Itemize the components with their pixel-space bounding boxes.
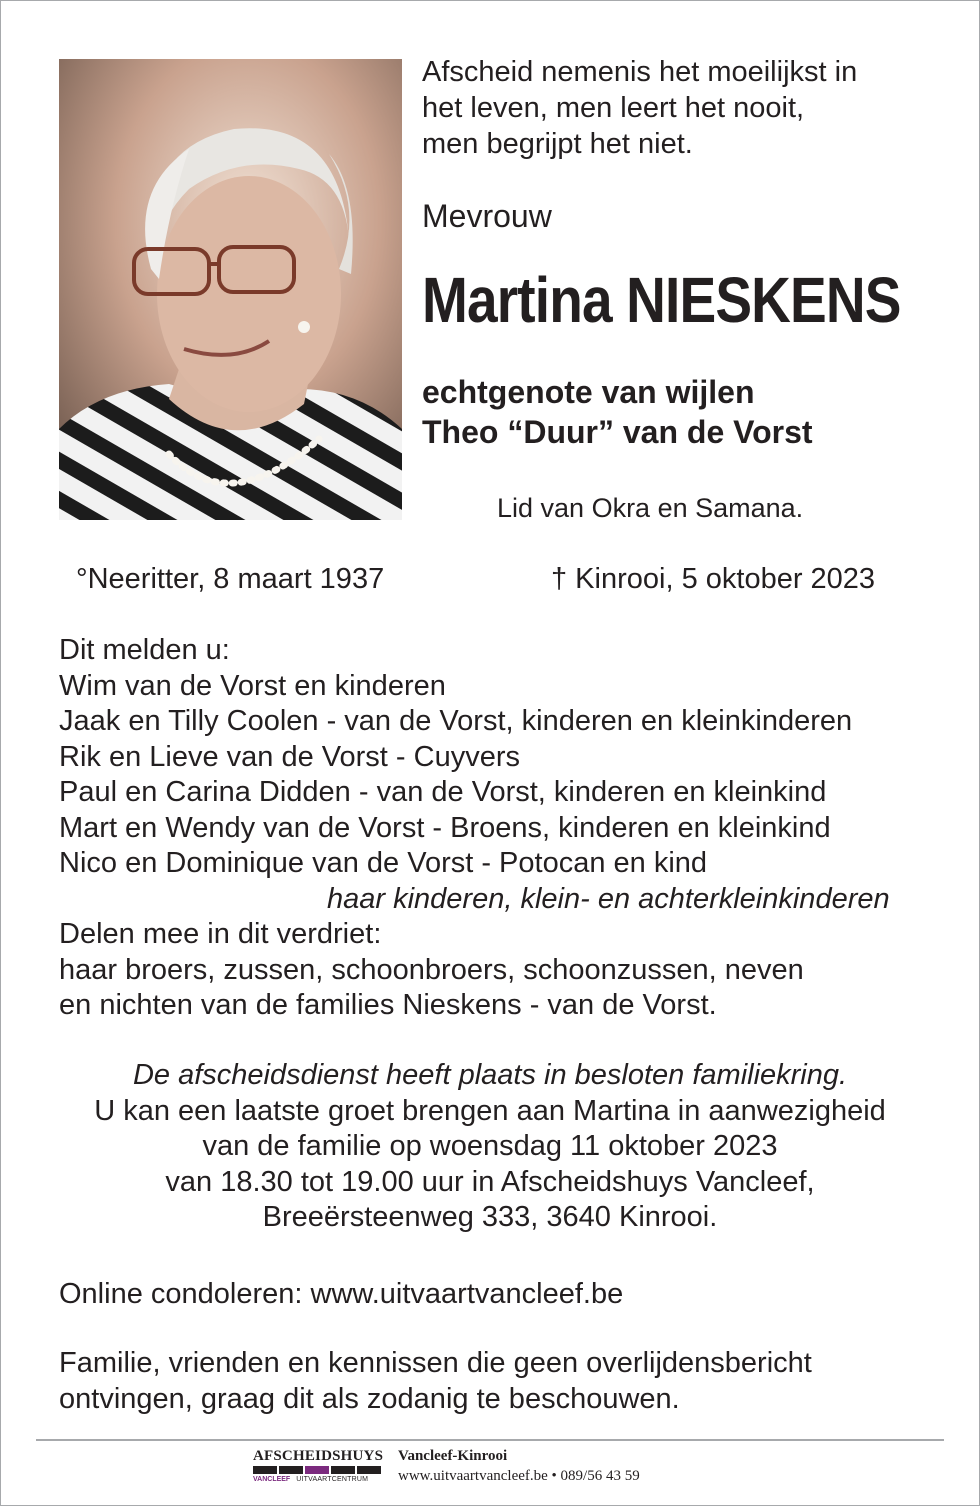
poem-line: het leven, men leert het nooit, (422, 92, 805, 124)
salutation: Mevrouw (422, 198, 552, 234)
poem-line: Afscheid nemenis het moeilijkst in (422, 56, 858, 88)
portrait-photo (59, 59, 402, 520)
logo-block (253, 1466, 277, 1474)
announcement-intro: Dit melden u: (59, 634, 230, 666)
closing-line: Familie, vrienden en kennissen die geen overlijdensbericht (59, 1347, 812, 1379)
company-name: Vancleef-Kinrooi (398, 1448, 508, 1464)
family-line: Paul en Carina Didden - van de Vorst, kinderen en kleinkind (59, 776, 827, 808)
portrait-illustration (59, 59, 402, 520)
spouse-line: Theo “Duur” van de Vorst (422, 414, 813, 450)
logo-sub-b: UITVAARTCENTRUM (296, 1476, 369, 1483)
contact-details: www.uitvaartvancleef.be • 089/56 43 59 (398, 1468, 640, 1484)
family-line: Wim van de Vorst en kinderen (59, 669, 446, 702)
service-italic-line: De afscheidsdienst heeft plaats in besloten familiekring. (132, 1059, 848, 1091)
share-intro: Delen mee in dit verdriet: (59, 918, 382, 950)
online-condolence: Online condoleren: www.uitvaartvancleef.be (59, 1278, 624, 1310)
deceased-name: Martina NIESKENS (422, 264, 901, 336)
service-info (40, 1058, 940, 1236)
family-summary: haar kinderen, klein- en achterkleinkinderen (327, 882, 890, 915)
birth-info: °Neeritter, 8 maart 1937 (76, 563, 385, 595)
family-line: Mart en Wendy van de Vorst - Broens, kinderen en kleinkind (59, 811, 831, 844)
funeral-home-contact (398, 1446, 640, 1486)
logo-blocks (253, 1466, 381, 1474)
spouse-line: echtgenote van wijlen (422, 374, 755, 410)
membership: Lid van Okra en Samana. (497, 493, 804, 523)
share-line: haar broers, zussen, schoonbroers, schoonzussen, neven (59, 953, 804, 986)
death-info: † Kinrooi, 5 oktober 2023 (551, 563, 876, 595)
logo-subtitle (253, 1475, 381, 1485)
footer-divider (36, 1439, 944, 1441)
logo-block (331, 1466, 355, 1474)
closing-line: ontvingen, graag dit als zodanig te beschouwen. (59, 1382, 680, 1415)
spouse-info (422, 372, 813, 452)
logo-block (279, 1466, 303, 1474)
logo-title: AFSCHEIDSHUYS (253, 1448, 384, 1464)
logo-block (305, 1466, 329, 1474)
poem-line: men begrijpt het niet. (422, 128, 693, 160)
poem (422, 54, 857, 162)
service-line: van 18.30 tot 19.00 uur in Afscheidshuys Vancleef, (165, 1165, 815, 1198)
service-line: van de familie op woensdag 11 oktober 2023 (202, 1130, 778, 1162)
closing-note (59, 1346, 812, 1417)
logo-block (357, 1466, 381, 1474)
announcement (59, 633, 890, 1024)
service-line: Breeërsteenweg 333, 3640 Kinrooi. (262, 1201, 718, 1233)
family-line: Jaak en Tilly Coolen - van de Vorst, kinderen en kleinkinderen (59, 705, 853, 737)
family-line: Nico en Dominique van de Vorst - Potocan en kind (59, 847, 708, 879)
logo-sub-a: VANCLEEF (253, 1476, 291, 1483)
share-line: en nichten van de families Nieskens - van de Vorst. (59, 989, 717, 1021)
family-line: Rik en Lieve van de Vorst - Cuyvers (59, 740, 520, 773)
funeral-home-logo (253, 1448, 384, 1486)
service-line: U kan een laatste groet brengen aan Martina in aanwezigheid (94, 1094, 886, 1127)
